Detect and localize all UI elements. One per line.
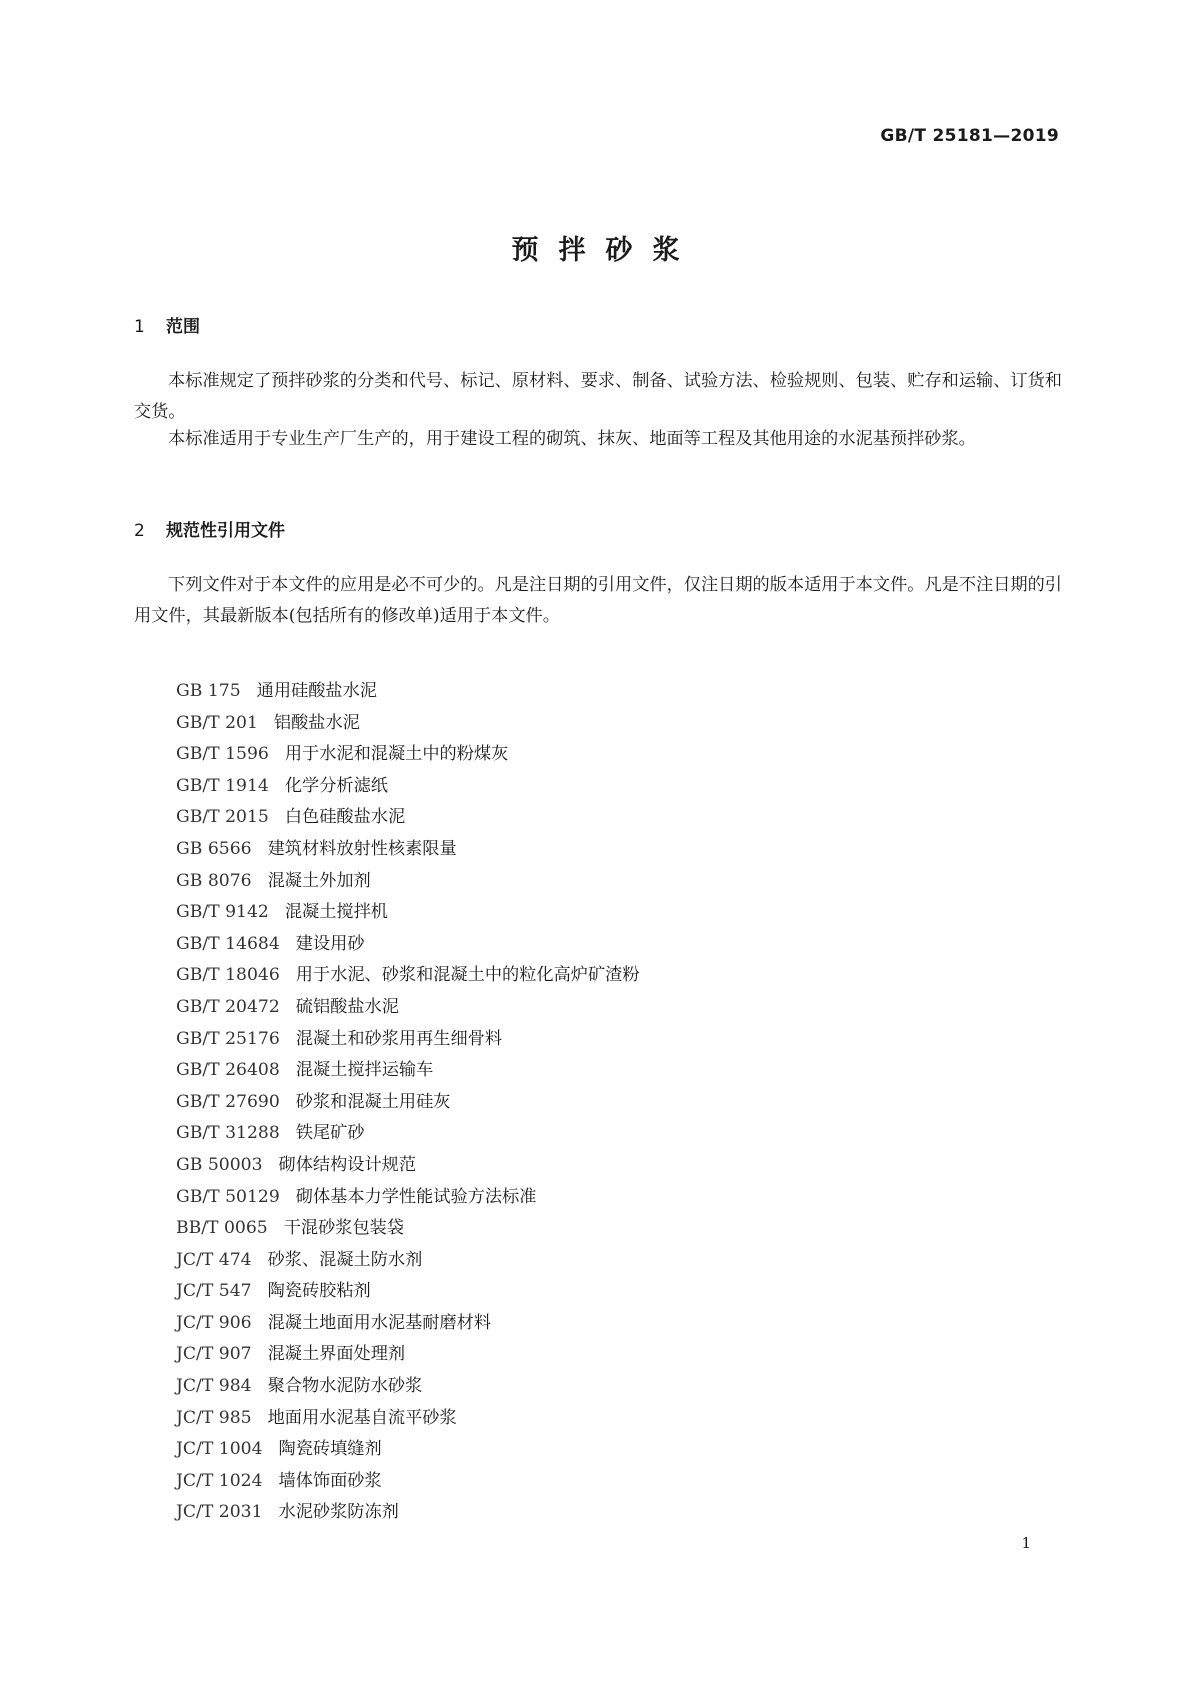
- reference-item: [176, 1403, 640, 1435]
- reference-item: [176, 1055, 640, 1087]
- reference-title: 陶瓷砖胶粘剂: [267, 1281, 371, 1302]
- scope-paragraph-1: 本标准规定了预拌砂浆的分类和代号、标记、原材料、要求、制备、试验方法、检验规则、包装、贮存和运输、订货和交货。: [134, 371, 1062, 422]
- reference-code: GB/T 1914: [176, 775, 269, 796]
- section-heading-scope: [134, 312, 200, 337]
- section-number: 1: [134, 317, 145, 337]
- reference-title: 建设用砂: [295, 933, 365, 954]
- reference-title: 混凝土和砂浆用再生细骨料: [295, 1028, 503, 1049]
- reference-item: [176, 1371, 640, 1403]
- reference-title: 干混砂浆包装袋: [283, 1218, 405, 1239]
- reference-item: [176, 1182, 640, 1214]
- reference-item: [176, 1024, 640, 1056]
- reference-code: JC/T 1004: [176, 1439, 263, 1460]
- page-number: 1: [1021, 1534, 1031, 1552]
- reference-item: [176, 929, 640, 961]
- reference-title: 聚合物水泥防水砂浆: [267, 1376, 423, 1397]
- reference-title: 地面用水泥基自流平砂浆: [267, 1407, 457, 1428]
- reference-title: 砌体结构设计规范: [278, 1154, 417, 1175]
- reference-item: [176, 1308, 640, 1340]
- reference-code: GB/T 1596: [176, 744, 269, 765]
- reference-code: GB/T 18046: [176, 965, 280, 986]
- section-number: 2: [134, 521, 145, 541]
- reference-item: [176, 771, 640, 803]
- reference-code: GB/T 14684: [176, 933, 280, 954]
- reference-code: JC/T 547: [176, 1281, 252, 1302]
- reference-title: 陶瓷砖填缝剂: [278, 1439, 382, 1460]
- reference-item: [176, 1087, 640, 1119]
- reference-code: GB 8076: [176, 870, 252, 891]
- reference-title: 混凝土界面处理剂: [267, 1344, 406, 1365]
- reference-item: [176, 1339, 640, 1371]
- reference-title: 砂浆、混凝土防水剂: [267, 1249, 423, 1270]
- reference-code: GB/T 25176: [176, 1028, 280, 1049]
- reference-item: [176, 1213, 640, 1245]
- reference-item: [176, 1466, 640, 1498]
- reference-title: 建筑材料放射性核素限量: [267, 838, 457, 859]
- reference-title: 化学分析滤纸: [284, 775, 388, 796]
- reference-code: BB/T 0065: [176, 1218, 268, 1239]
- reference-title: 混凝土搅拌运输车: [295, 1060, 434, 1081]
- reference-code: GB/T 27690: [176, 1091, 280, 1112]
- document-title: 预拌砂浆: [511, 235, 700, 266]
- reference-title: 铝酸盐水泥: [273, 712, 360, 733]
- reference-title: 通用硅酸盐水泥: [256, 681, 377, 701]
- reference-item: [176, 676, 640, 708]
- reference-title: 用于水泥、砂浆和混凝土中的粒化高炉矿渣粉: [295, 965, 640, 986]
- reference-title: 水泥砂浆防冻剂: [278, 1502, 399, 1523]
- section-title: 规范性引用文件: [166, 521, 285, 541]
- standard-number: GB/T 25181—2019: [880, 126, 1059, 146]
- section-heading-normative-references: [134, 516, 285, 541]
- scope-paragraph-2: 本标准适用于专业生产厂生产的，用于建设工程的砌筑、抹灰、地面等工程及其他用途的水泥基预拌砂浆。: [168, 429, 976, 449]
- reference-item: [176, 992, 640, 1024]
- reference-title: 混凝土地面用水泥基耐磨材料: [267, 1312, 492, 1333]
- section-title: 范围: [166, 317, 200, 337]
- reference-code: GB/T 9142: [176, 902, 269, 923]
- reference-code: GB/T 26408: [176, 1060, 280, 1081]
- reference-code: JC/T 984: [176, 1376, 252, 1397]
- reference-code: GB 6566: [176, 838, 252, 859]
- reference-code: GB/T 20472: [176, 996, 280, 1017]
- reference-code: JC/T 1024: [176, 1470, 263, 1491]
- reference-title: 混凝土搅拌机: [284, 902, 388, 923]
- references-intro-paragraph: 下列文件对于本文件的应用是必不可少的。凡是注日期的引用文件，仅注日期的版本适用于本文件。凡是不注日期的引用文件，其最新版本(包括所有的修改单)适用于本文件。: [134, 575, 1062, 626]
- reference-item: [176, 1118, 640, 1150]
- reference-code: GB 50003: [176, 1154, 263, 1175]
- reference-title: 混凝土外加剂: [267, 870, 371, 891]
- reference-code: JC/T 2031: [176, 1502, 263, 1523]
- reference-title: 墙体饰面砂浆: [278, 1470, 382, 1491]
- reference-title: 砌体基本力学性能试验方法标准: [295, 1186, 537, 1207]
- reference-code: GB/T 201: [176, 712, 258, 733]
- reference-code: GB/T 2015: [176, 807, 269, 828]
- reference-item: [176, 960, 640, 992]
- reference-item: [176, 1150, 640, 1182]
- reference-code: JC/T 906: [176, 1312, 252, 1333]
- reference-item: [176, 1245, 640, 1277]
- reference-code: JC/T 474: [176, 1249, 252, 1270]
- reference-item: [176, 802, 640, 834]
- reference-list: [176, 676, 640, 1529]
- reference-code: JC/T 985: [176, 1407, 252, 1428]
- reference-title: 用于水泥和混凝土中的粉煤灰: [284, 744, 509, 765]
- reference-code: GB 175: [176, 681, 241, 701]
- reference-item: [176, 1276, 640, 1308]
- reference-code: JC/T 907: [176, 1344, 252, 1365]
- reference-item: [176, 897, 640, 929]
- reference-code: GB/T 50129: [176, 1186, 280, 1207]
- reference-item: [176, 866, 640, 898]
- reference-item: [176, 834, 640, 866]
- reference-item: [176, 1497, 640, 1529]
- reference-title: 砂浆和混凝土用硅灰: [295, 1091, 451, 1112]
- reference-code: GB/T 31288: [176, 1123, 280, 1144]
- reference-title: 铁尾矿砂: [295, 1123, 365, 1144]
- reference-item: [176, 1434, 640, 1466]
- reference-item: [176, 739, 640, 771]
- reference-title: 白色硅酸盐水泥: [284, 807, 406, 828]
- reference-title: 硫铝酸盐水泥: [295, 996, 399, 1017]
- reference-item: [176, 708, 640, 740]
